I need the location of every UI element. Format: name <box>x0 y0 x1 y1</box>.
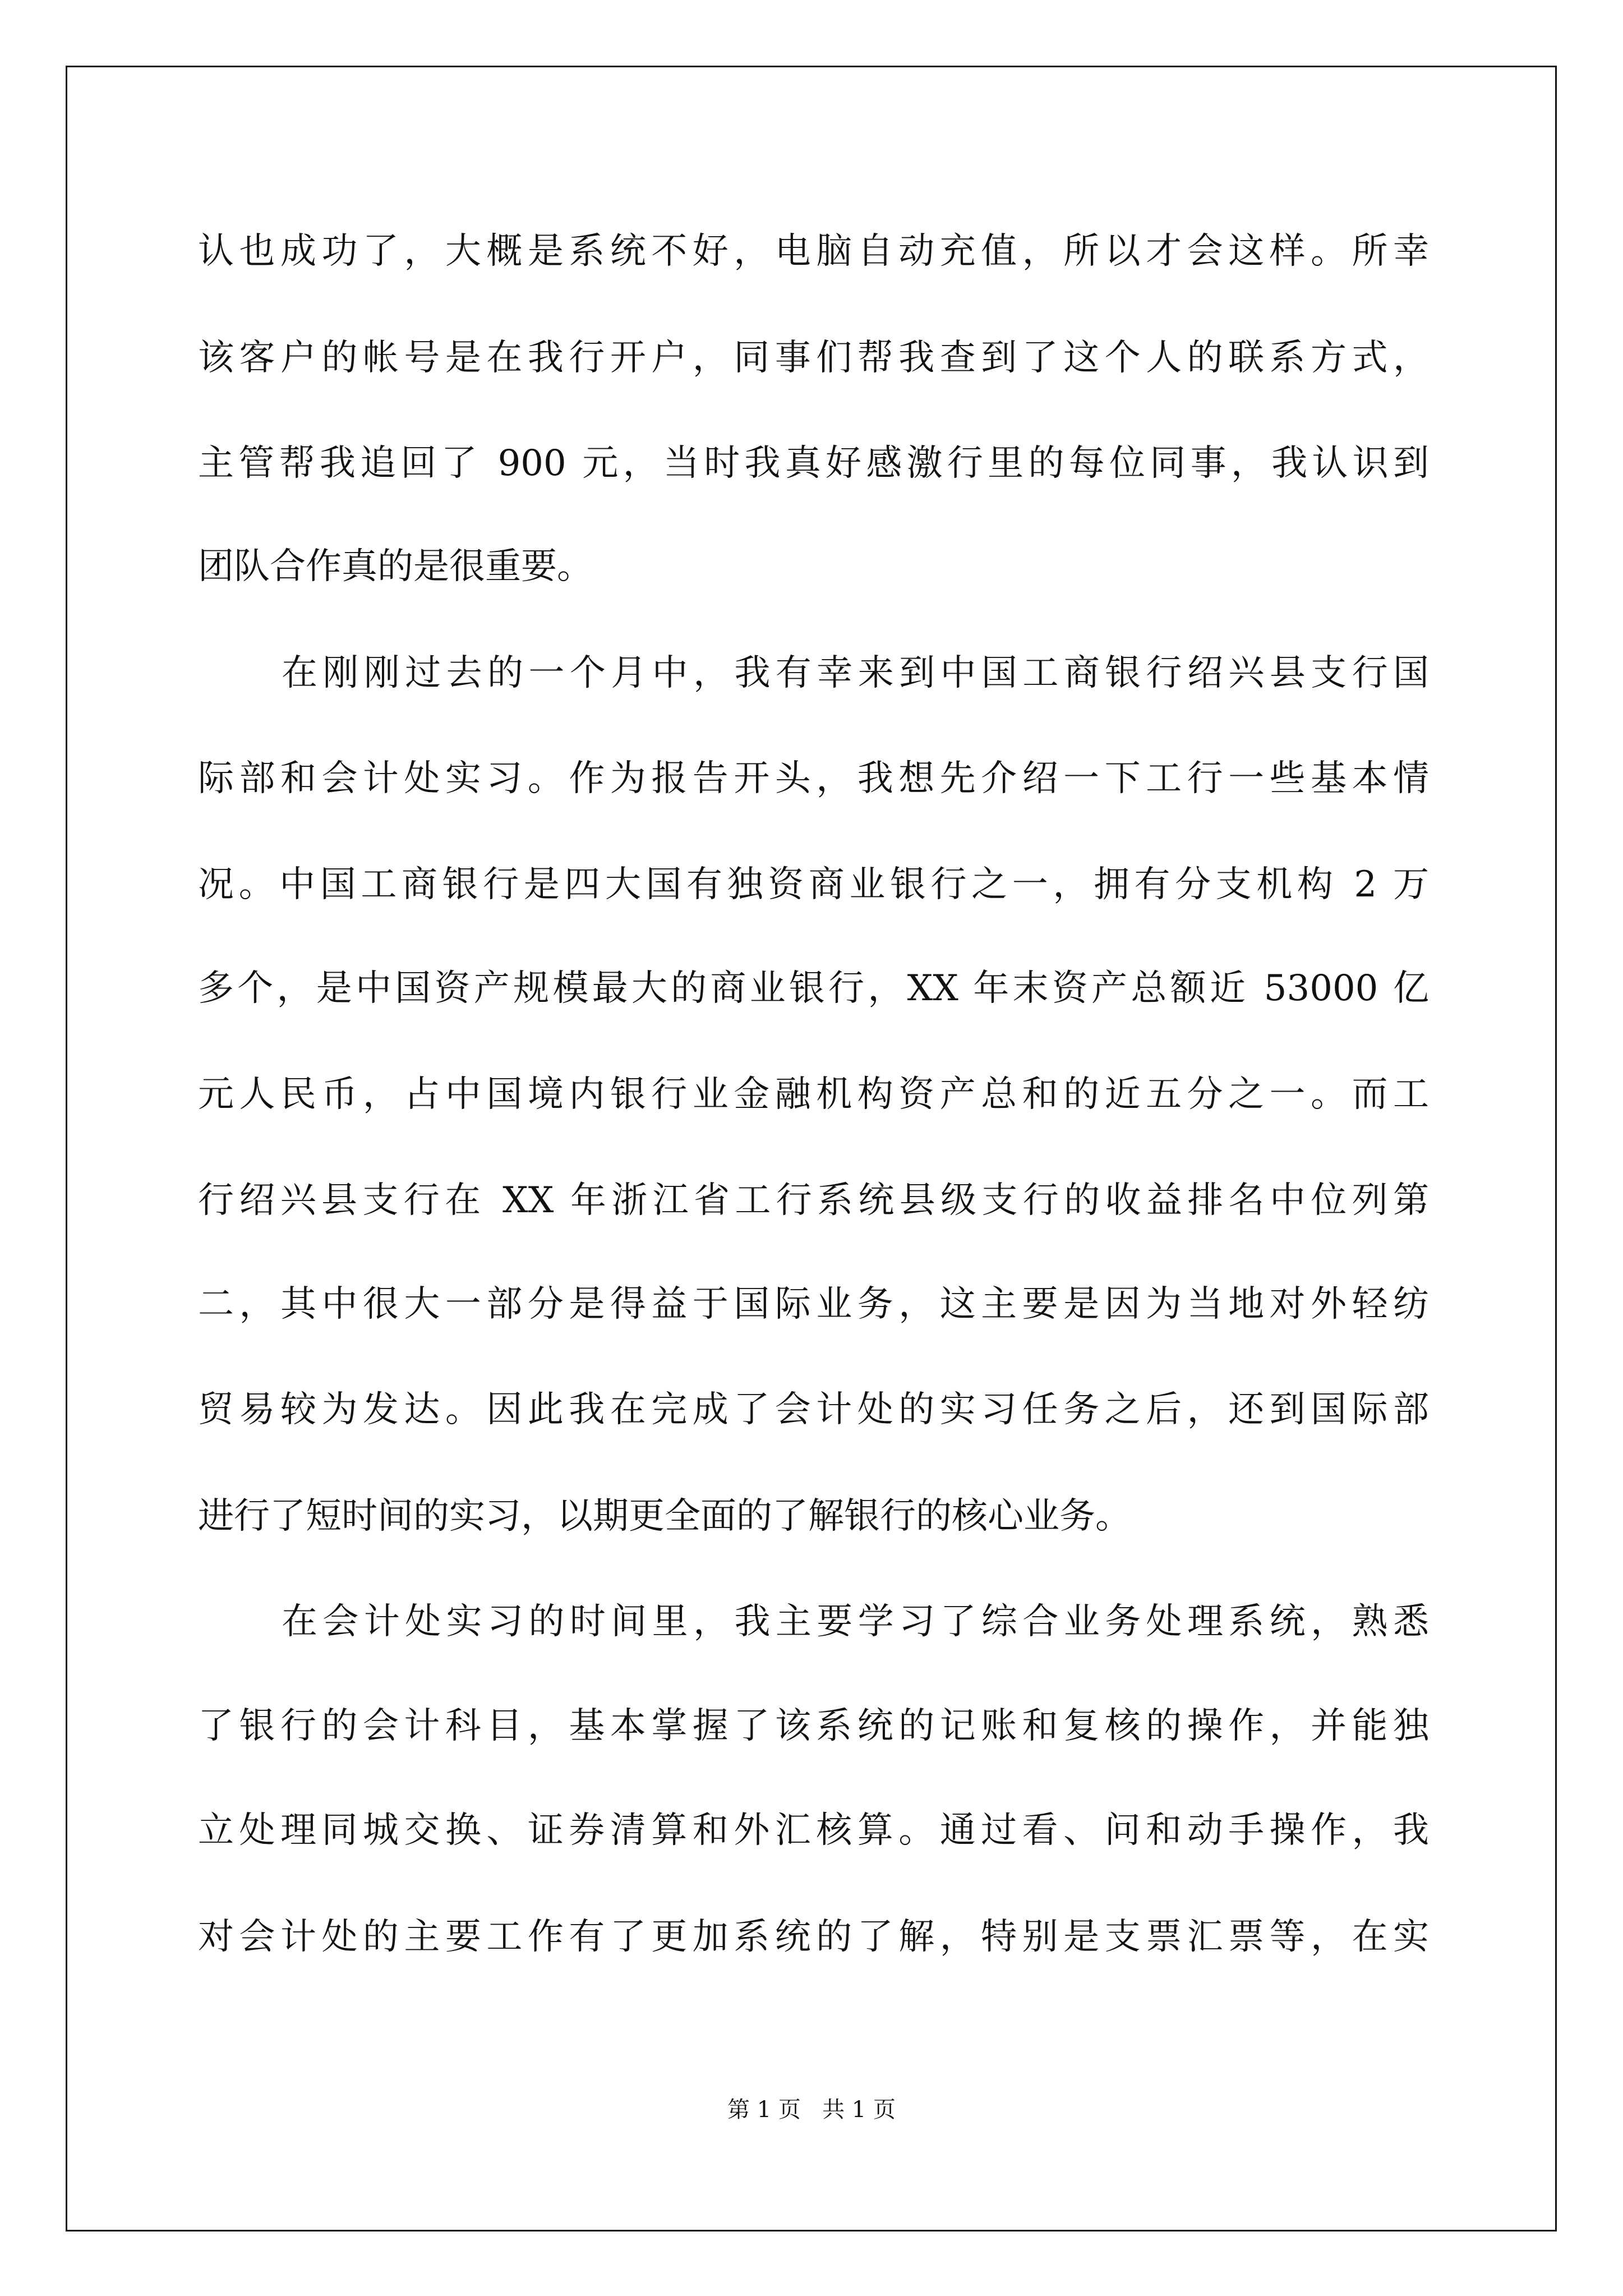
text-line: 主管帮我追回了 900 元，当时我真好感激行里的每位同事，我认识到 <box>198 443 1429 484</box>
text-line: 行绍兴县支行在 XX 年浙江省工行系统县级支行的收益排名中位列第 <box>198 1180 1429 1221</box>
text-line: 对会计处的主要工作有了更加系统的了解，特别是支票汇票等，在实 <box>198 1916 1429 1958</box>
text-line: 团队合作真的是很重要。 <box>198 546 593 587</box>
paragraph-first-line: 在刚刚过去的一个月中，我有幸来到中国工商银行绍兴县支行国 <box>282 652 1429 694</box>
text-line: 了银行的会计科目，基本掌握了该系统的记账和复核的操作，并能独 <box>198 1705 1429 1747</box>
text-line: 该客户的帐号是在我行开户，同事们帮我查到了这个人的联系方式， <box>198 337 1429 379</box>
paragraph-first-line: 在会计处实习的时间里，我主要学习了综合业务处理系统，熟悉 <box>282 1601 1429 1642</box>
text-line: 贸易较为发达。因此我在完成了会计处的实习任务之后，还到国际部 <box>198 1389 1429 1430</box>
text-line: 进行了短时间的实习，以期更全面的了解银行的核心业务。 <box>198 1496 1131 1537</box>
text-line: 元人民币，占中国境内银行业金融机构资产总和的近五分之一。而工 <box>198 1074 1429 1115</box>
text-line: 立处理同城交换、证券清算和外汇核算。通过看、问和动手操作，我 <box>198 1810 1429 1851</box>
text-line: 多个，是中国资产规模最大的商业银行，XX 年末资产总额近 53000 亿 <box>198 968 1429 1009</box>
text-line: 二，其中很大一部分是得益于国际业务，这主要是因为当地对外轻纺 <box>198 1283 1429 1325</box>
text-line: 认也成功了，大概是系统不好，电脑自动充值，所以才会这样。所幸 <box>198 231 1429 272</box>
page-number-footer: 第 1 页 共 1 页 <box>727 2097 896 2123</box>
text-line: 况。中国工商银行是四大国有独资商业银行之一，拥有分支机构 2 万 <box>198 864 1429 905</box>
text-line: 际部和会计处实习。作为报告开头，我想先介绍一下工行一些基本情 <box>198 758 1429 799</box>
